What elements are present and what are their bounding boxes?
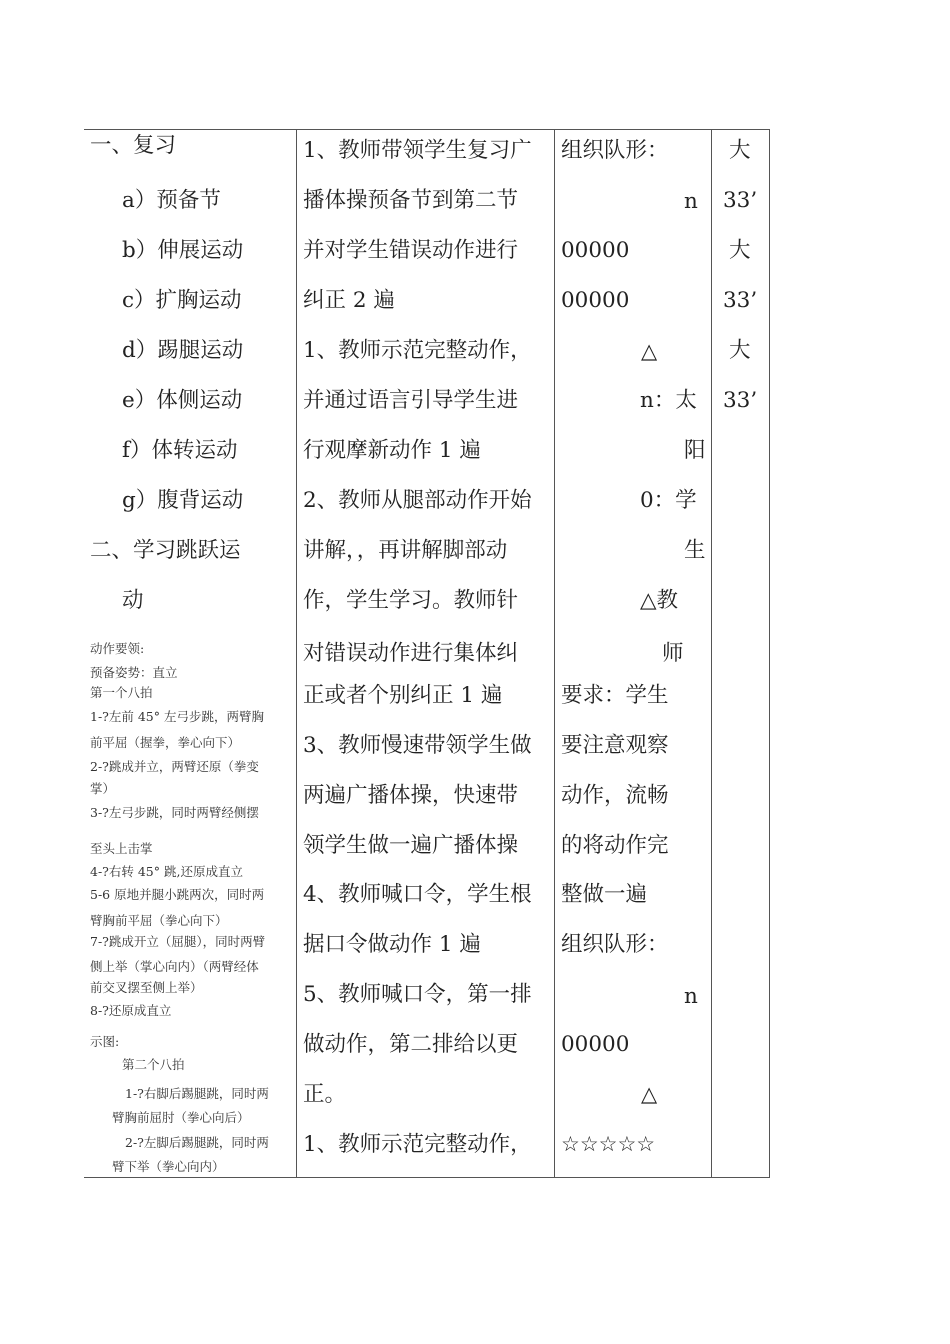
list-item: c）扩胸运动 (122, 288, 242, 313)
section-heading-review: 一、复习 (90, 133, 177, 158)
note-line: 前交叉摆至侧上举） (90, 980, 203, 995)
note-line: 前平屈（握拳，拳心向下） (90, 735, 241, 750)
activity-line: 做动作，第二排给以更 (303, 1032, 519, 1057)
activity-line: 1、教师示范完整动作， (303, 1132, 532, 1157)
column-divider-3 (711, 129, 712, 1178)
list-item: g）腹背运动 (122, 488, 244, 513)
activity-line: 纠正 2 遍 (303, 288, 395, 313)
formation-sun-marker: n (684, 984, 698, 1009)
activity-line: 据口令做动作 1 遍 (303, 932, 481, 957)
formation-student-row: 00000 (561, 238, 630, 263)
activity-line: 播体操预备节到第二节 (303, 188, 519, 213)
activity-line: 对错误动作进行集体纠 (303, 641, 519, 666)
formation-sun-marker: n (684, 189, 698, 214)
list-item: d）踢腿运动 (122, 338, 244, 363)
activity-line: 1、教师示范完整动作， (303, 338, 532, 363)
table-bottom-border (84, 1177, 770, 1178)
duration-label: 33’ (723, 188, 758, 213)
section-heading-jump-cont: 动 (122, 588, 144, 613)
formation-label: 组织队形： (561, 138, 669, 163)
legend-line: 阳 (684, 438, 706, 463)
legend-line: n：太 (640, 388, 697, 413)
activity-line: 正或者个别纠正 1 遍 (303, 683, 503, 708)
intensity-label: 大 (729, 238, 751, 263)
activity-line: 3、教师慢速带领学生做 (303, 733, 532, 758)
activity-line: 讲解，，再讲解脚部动 (303, 538, 508, 563)
activity-line: 1、教师带领学生复习广 (303, 138, 532, 163)
list-item: a）预备节 (122, 188, 221, 213)
note-line: 臂下举（拳心向内） (112, 1159, 225, 1174)
list-item: f）体转运动 (122, 438, 238, 463)
formation-label: 组织队形： (561, 932, 669, 957)
formation-student-row: 00000 (561, 288, 630, 313)
star-row: ☆☆☆☆☆ (561, 1132, 656, 1156)
activity-line: 作，学生学习。教师针 (303, 588, 519, 613)
activity-line: 领学生做一遍广播体操 (303, 833, 519, 858)
note-line: 臂胸前平屈（拳心向下） (90, 913, 228, 928)
activity-line: 正。 (303, 1082, 347, 1107)
activity-line: 行观摩新动作 1 遍 (303, 438, 481, 463)
legend-line: 0：学 (640, 488, 697, 513)
list-item: b）伸展运动 (122, 238, 244, 263)
table-right-border (769, 129, 770, 1178)
note-line: 8-?还原成直立 (90, 1003, 172, 1018)
intensity-label: 大 (729, 338, 751, 363)
column-divider-1 (296, 129, 297, 1178)
requirement-line: 整做一遍 (561, 882, 648, 907)
note-line: 7-?跳成开立（屈腿），同时两臂 (90, 934, 266, 949)
note-line: 2-?左脚后踢腿跳，同时两 (125, 1135, 269, 1150)
note-line: 5-6 原地并腿小跳两次，同时两 (90, 887, 265, 902)
list-item: e）体侧运动 (122, 388, 243, 413)
activity-line: 2、教师从腿部动作开始 (303, 488, 532, 513)
teacher-triangle-icon: △ (641, 1082, 658, 1106)
note-line: 侧上举（掌心向内）（两臂经体 (90, 959, 259, 974)
section-heading-jump: 二、学习跳跃运 (90, 538, 241, 563)
requirement-line: 的将动作完 (561, 833, 669, 858)
legend-line: 师 (662, 641, 684, 666)
requirement-line: 要注意观察 (561, 733, 669, 758)
note-line: 动作要领: (90, 641, 145, 656)
note-line: 1-?右脚后踢腿跳，同时两 (125, 1086, 269, 1101)
note-line: 4-?右转 45° 跳,还原成直立 (90, 864, 243, 879)
requirement-line: 要求：学生 (561, 683, 669, 708)
legend-line: △教 (640, 588, 679, 613)
note-line: 1-?左前 45° 左弓步跳，两臂胸 (90, 709, 264, 724)
column-divider-2 (554, 129, 555, 1178)
requirement-line: 动作，流畅 (561, 783, 669, 808)
table-top-border (84, 129, 770, 130)
note-line: 2-?跳成并立，两臂还原（拳变 (90, 759, 259, 774)
note-line: 第一个八拍 (90, 685, 153, 700)
activity-line: 并通过语言引导学生进 (303, 388, 519, 413)
intensity-label: 大 (729, 138, 751, 163)
note-line: 3-?左弓步跳，同时两臂经侧摆 (90, 805, 259, 820)
note-line: 至头上击掌 (90, 841, 153, 856)
duration-label: 33’ (723, 288, 758, 313)
activity-line: 并对学生错误动作进行 (303, 238, 519, 263)
teacher-triangle-icon: △ (641, 339, 658, 363)
note-line: 预备姿势：直立 (90, 665, 178, 680)
note-line: 掌） (90, 781, 116, 796)
note-line: 臂胸前屈肘（拳心向后） (112, 1110, 250, 1125)
formation-student-row: 00000 (561, 1032, 630, 1057)
duration-label: 33’ (723, 388, 758, 413)
legend-line: 生 (684, 538, 706, 563)
note-line: 示图: (90, 1034, 120, 1049)
note-line: 第二个八拍 (122, 1057, 185, 1072)
activity-line: 5、教师喊口令，第一排 (303, 982, 532, 1007)
activity-line: 4、教师喊口令，学生根 (303, 882, 532, 907)
activity-line: 两遍广播体操，快速带 (303, 783, 519, 808)
